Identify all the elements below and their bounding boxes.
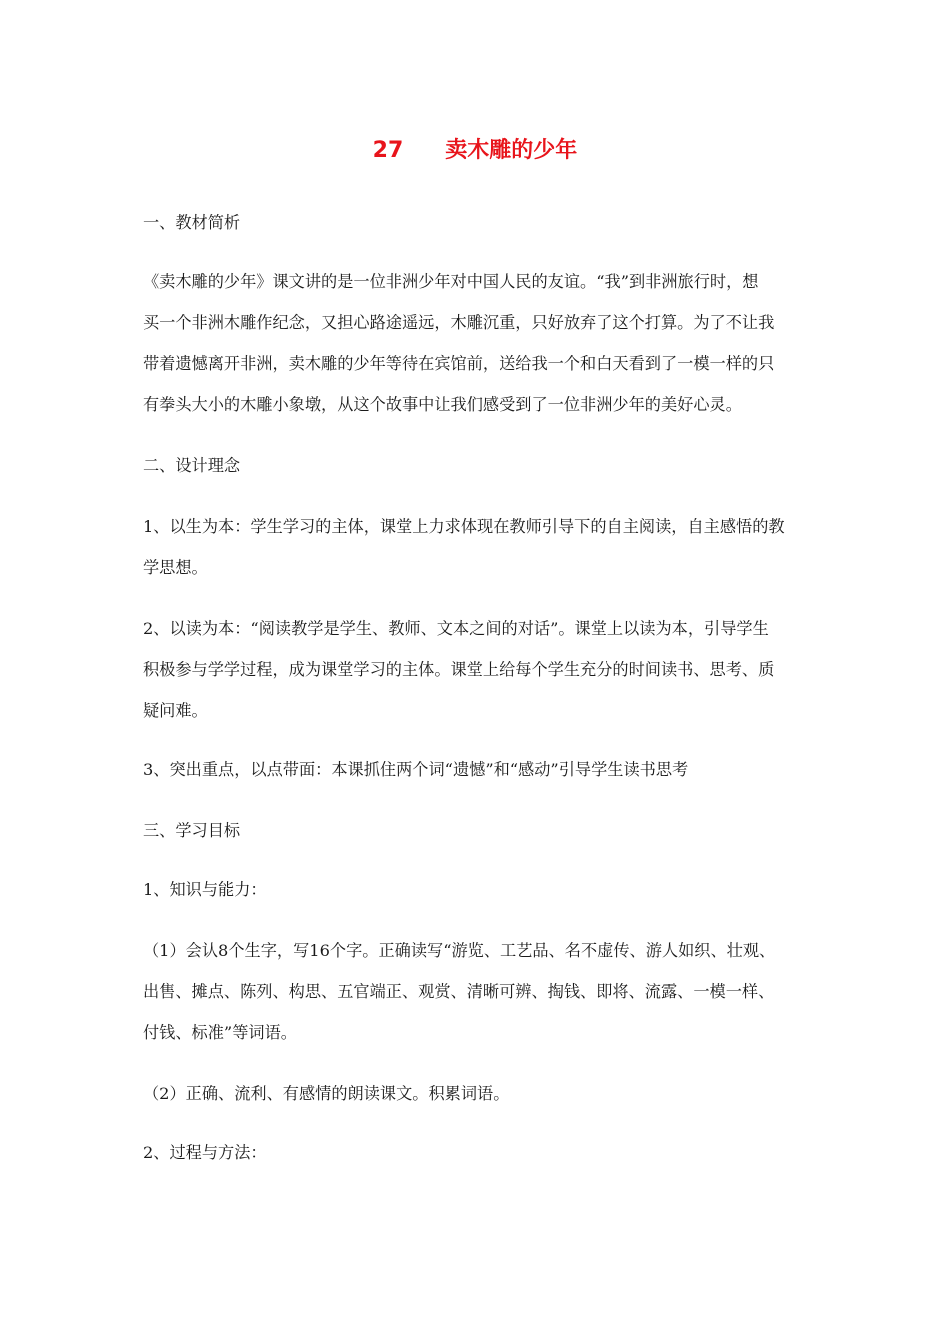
paragraph-line: 学思想。 [143,558,208,577]
paragraph-line: 疑问难。 [143,701,208,720]
paragraph-line: 有拳头大小的木雕小象墩，从这个故事中让我们感受到了一位非洲少年的美好心灵。 [143,395,742,414]
paragraph-line: 买一个非洲木雕作纪念，又担心路途遥远，木雕沉重，只好放弃了这个打算。为了不让我 [143,313,775,332]
paragraph-line: 1、以生为本：学生学习的主体，课堂上力求体现在教师引导下的自主阅读，自主感悟的教 [143,517,785,536]
title-text: 卖木雕的少年 [445,138,578,163]
section-heading-learning-goals: 三、学习目标 [143,821,241,840]
paragraph-line: 《卖木雕的少年》课文讲的是一位非洲少年对中国人民的友谊。“我”到非洲旅行时，想 [143,272,759,291]
paragraph-line: 积极参与学学过程，成为课堂学习的主体。课堂上给每个学生充分的时间读书、思考、质 [143,660,775,679]
subheading: 1、知识与能力： [143,880,267,899]
paragraph-line: 带着遗憾离开非洲，卖木雕的少年等待在宾馆前，送给我一个和白天看到了一模一样的只 [143,354,775,373]
paragraph-line: 付钱、标准”等词语。 [143,1023,297,1042]
paragraph-line: （2）正确、流利、有感情的朗读课文。积累词语。 [143,1084,510,1103]
paragraph-line: 3、突出重点，以点带面：本课抓住两个词“遗憾”和“感动”引导学生读书思考 [143,760,689,779]
paragraph-line: 出售、摊点、陈列、构思、五官端正、观赏、清晰可辨、掏钱、即将、流露、一模一样、 [143,982,775,1001]
page-title [0,136,950,166]
section-heading-textbook-analysis: 一、教材简析 [143,213,241,232]
section-heading-design-concept: 二、设计理念 [143,456,241,475]
subheading: 2、过程与方法： [143,1143,267,1162]
paragraph-line: 2、以读为本：“阅读教学是学生、教师、文本之间的对话”。课堂上以读为本，引导学生 [143,619,769,638]
title-number: 27 [372,138,404,163]
paragraph-line: （1）会认8个生字，写16个字。正确读写“游览、工艺品、名不虚传、游人如织、壮观、 [143,941,776,960]
